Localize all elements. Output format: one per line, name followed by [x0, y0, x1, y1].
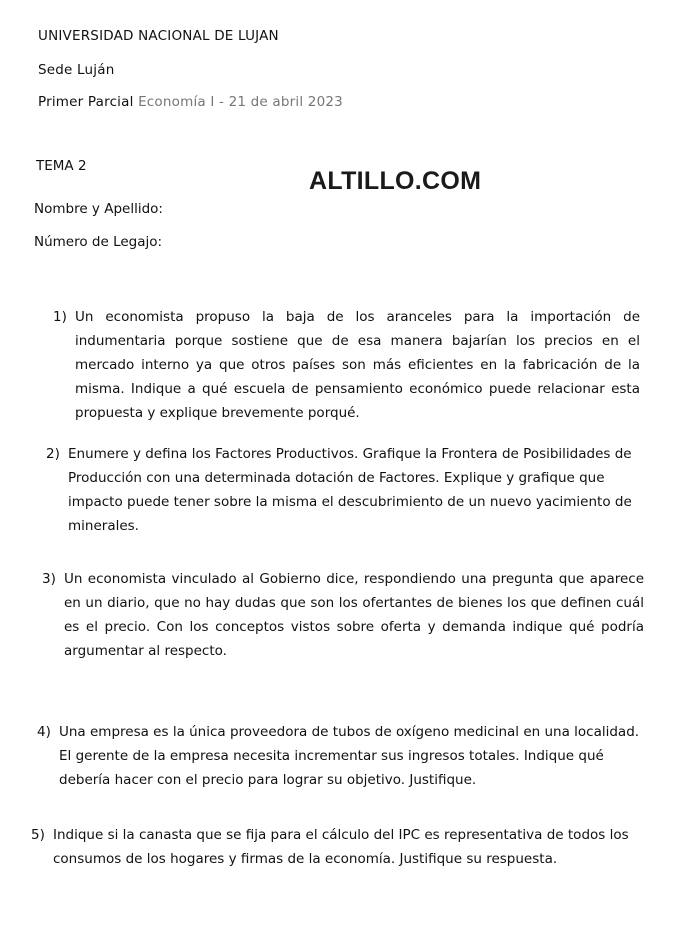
university-name: UNIVERSIDAD NACIONAL DE LUJAN: [38, 28, 279, 44]
tema-label: TEMA 2: [36, 158, 87, 174]
question-3: [42, 567, 644, 663]
exam-title: [38, 94, 343, 110]
question-number: 3): [42, 571, 56, 587]
question-number: 5): [31, 827, 45, 843]
question-4: [37, 720, 644, 792]
name-field-label: Nombre y Apellido:: [34, 201, 163, 217]
question-text: Un economista propuso la baja de los aranceles para la importación de indumentaria porque sostiene que de esa manera bajarían los precios en el mercado interno ya que otros países son más eficientes en la fabricación de la misma. Indique a qué escuela de pensamiento económico puede relacionar esta propuesta y explique brevemente porqué.: [75, 309, 640, 421]
question-text: Indique si la canasta que se fija para el cálculo del IPC es representativa de todos los consumos de los hogares y firmas de la economía. Justifique su respuesta.: [53, 827, 629, 867]
question-5: [31, 823, 643, 871]
exam-label: Primer Parcial: [38, 94, 134, 110]
question-text: Una empresa es la única proveedora de tubos de oxígeno medicinal en una localidad. El gerente de la empresa necesita incrementar sus ingresos totales. Indique qué debería hacer con el precio para lograr su objetivo. Justifique.: [59, 724, 640, 788]
campus-name: Sede Luján: [38, 62, 115, 78]
exam-subject-date: Economía I - 21 de abril 2023: [138, 94, 343, 110]
brand-watermark: ALTILLO.COM: [309, 167, 482, 195]
question-1: [53, 305, 640, 425]
legajo-field-label: Número de Legajo:: [34, 234, 163, 250]
question-number: 4): [37, 724, 51, 740]
question-number: 2): [46, 446, 60, 462]
question-number: 1): [53, 309, 67, 325]
question-text: Enumere y defina los Factores Productivos. Grafique la Frontera de Posibilidades de Producción con una determinada dotación de Factores. Explique y grafique que impacto puede tener sobre la misma el descubrimiento de un nuevo yacimiento de minerales.: [68, 446, 632, 534]
question-2: [46, 442, 643, 538]
question-text: Un economista vinculado al Gobierno dice, respondiendo una pregunta que aparece en un diario, que no hay dudas que son los ofertantes de bienes los que definen cuál es el precio. Con los conceptos vistos sobre oferta y demanda indique qué podría argumentar al respecto.: [64, 571, 644, 659]
